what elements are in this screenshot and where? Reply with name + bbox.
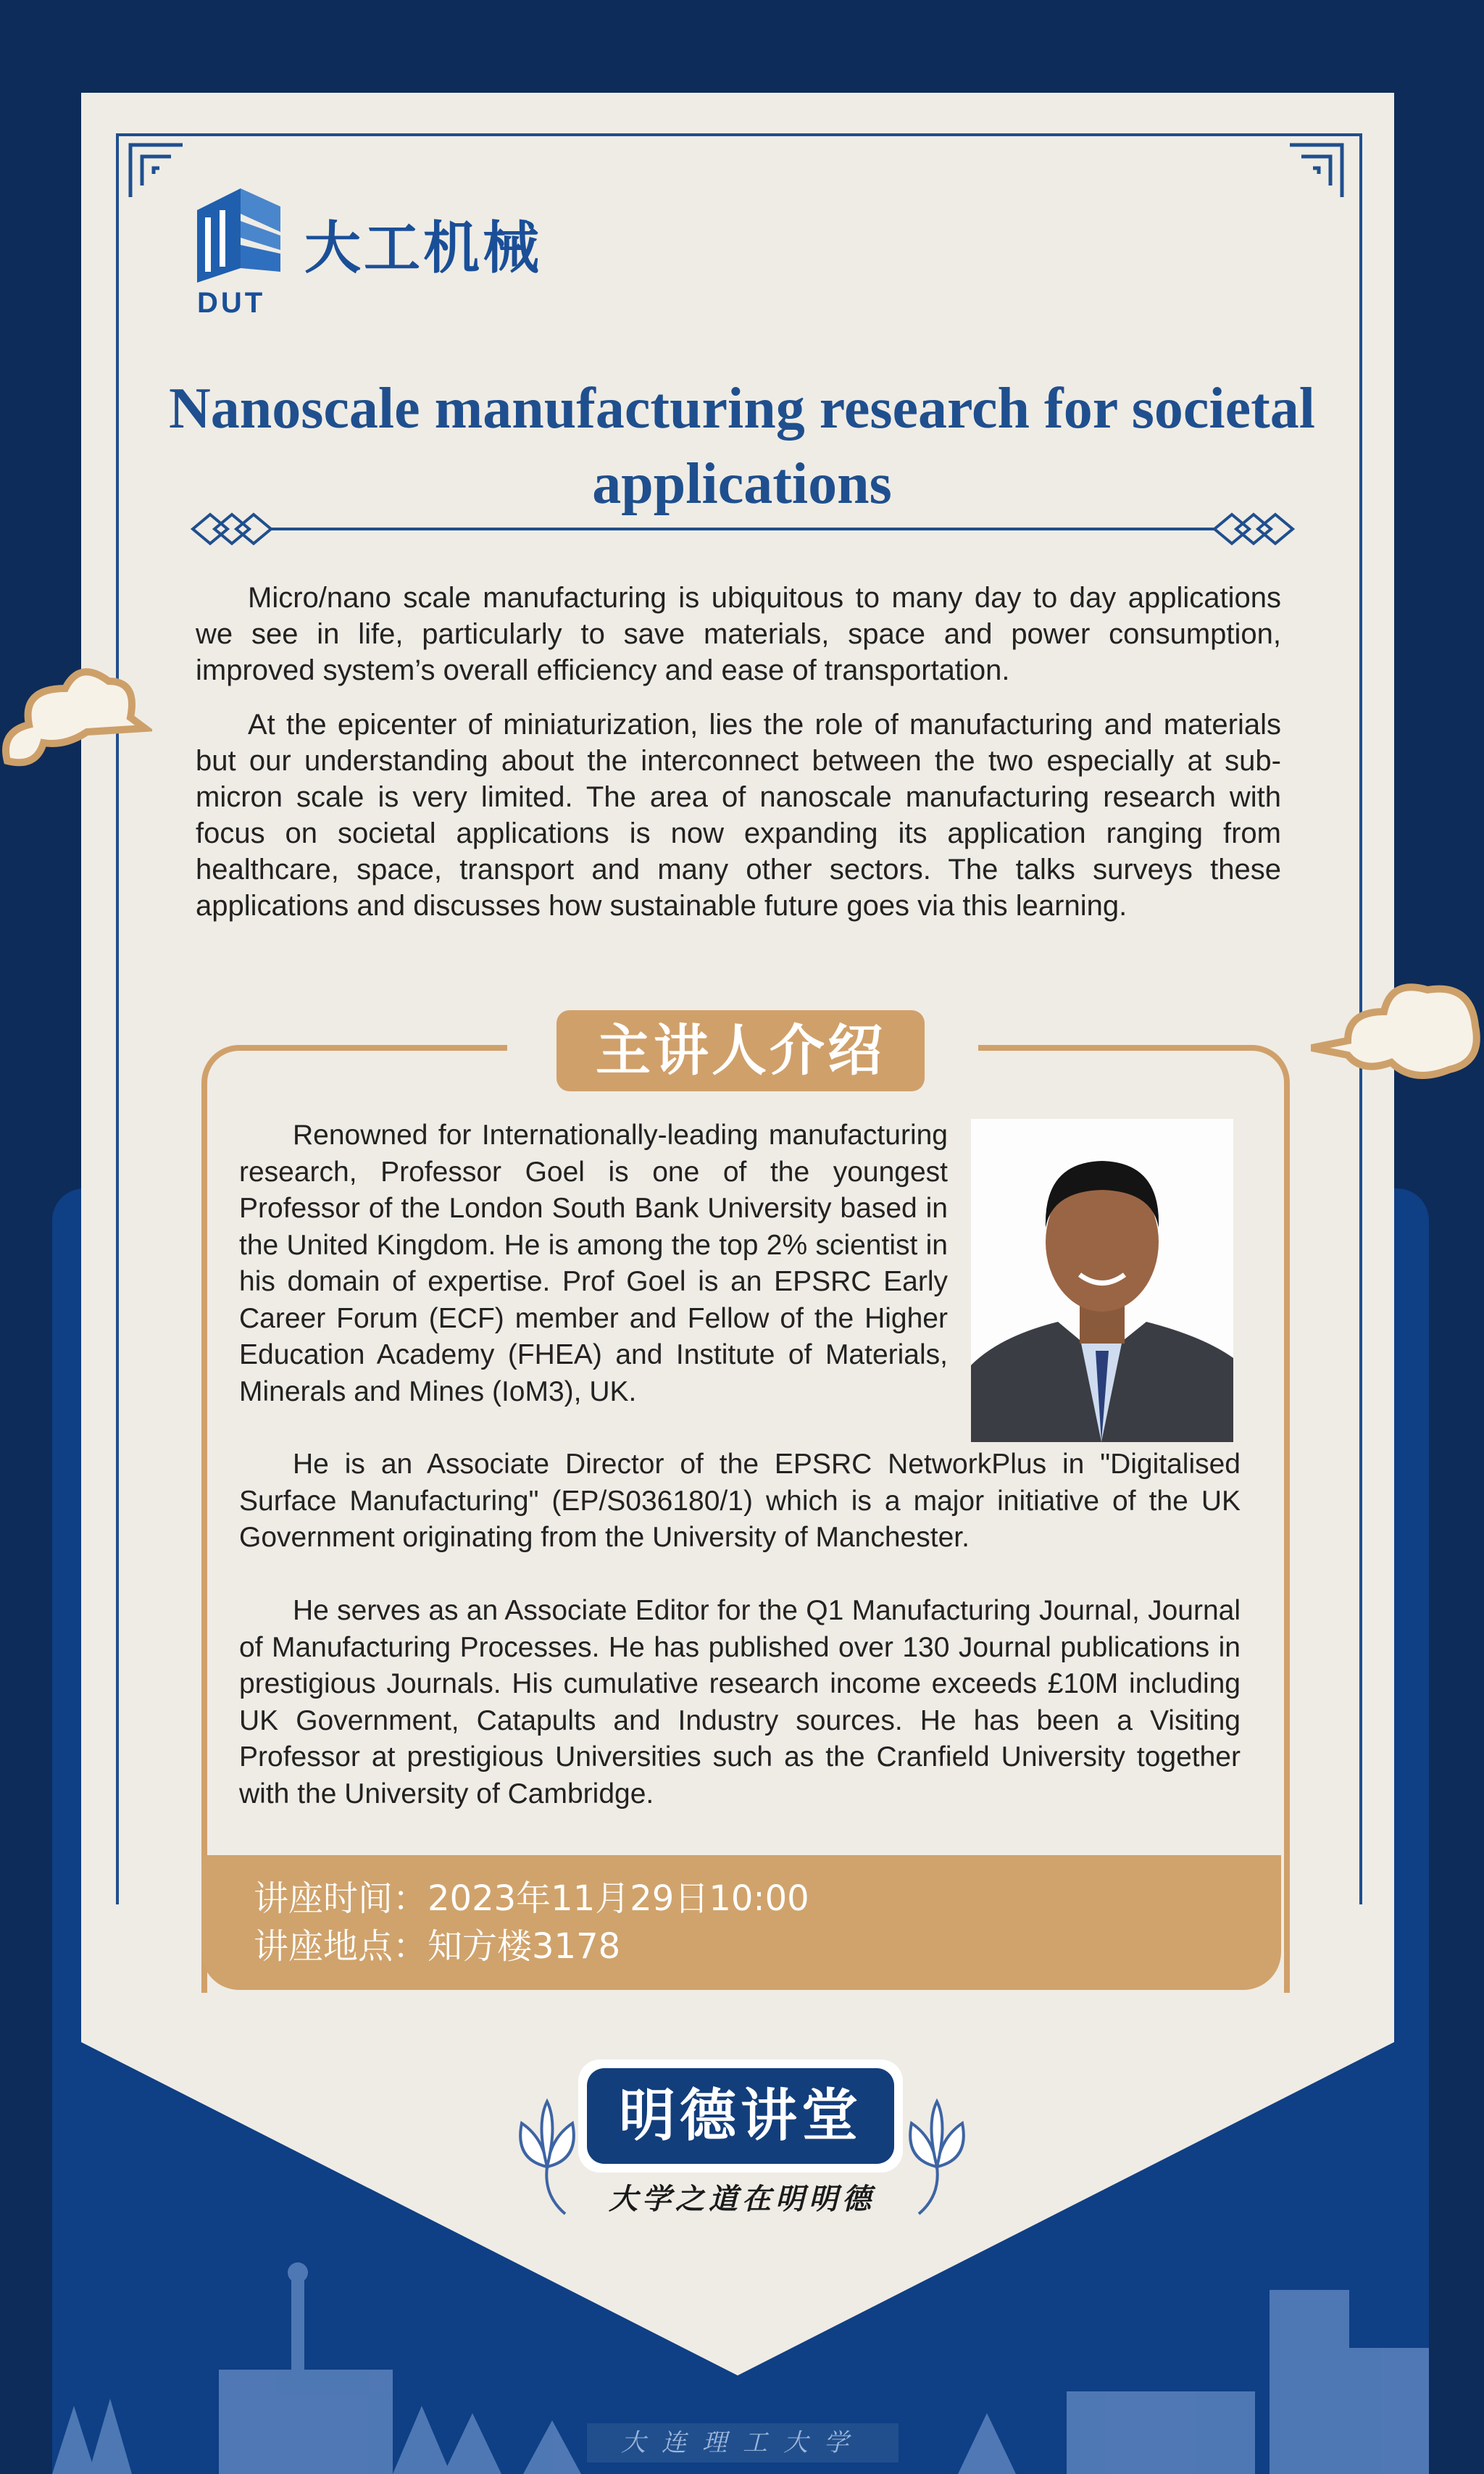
lecture-location: 讲座地点：知方楼3178 — [254, 1926, 621, 1967]
speaker-bio-paragraph-3: He serves as an Associate Editor for the Q1 Manufacturing Journal, Journal of Manufacturing Processes. He has published over 130 Journal publications in prestigious Journals. His cumulative research income exceeds £10M including UK Government, Catapults and Industry sources. He has been a Visiting Professor at prestigious Universities such as the Cranfield University together with the University of Cambridge. — [239, 1595, 1241, 1809]
logo-abbreviation: DUT — [197, 287, 266, 319]
cloud-left-icon — [0, 652, 152, 783]
corner-ornament-left — [128, 142, 186, 200]
title-divider — [188, 507, 1297, 551]
speaker-portrait — [971, 1119, 1233, 1442]
dut-logo-icon — [190, 181, 284, 290]
series-motto: 大学之道在明明德 — [609, 2182, 875, 2216]
abstract-paragraph-2: At the epicenter of miniaturization, lies the role of manufacturing and materials but our understanding about the interconnect between the two especially at sub-micron scale is very limited. The area of nanoscale manufacturing research with focus on societal applications is now expanding its application ranging from healthcare, space, transport and many other sectors. The talks surveys these applications and discusses how sustainable future goes via this learning. — [196, 709, 1281, 922]
speaker-bio-paragraph-1: Renowned for Internationally-leading manufacturing research, Professor Goel is one of the youngest Professor of the London South Bank University based in the United Kingdom. He is among the top 2% scientist in his domain of expertise. Prof Goel is an EPSRC Early Career Forum (ECF) member and Fellow of the Higher Education Academy (FHEA) and Institute of Materials, Minerals and Mines (IoM3), UK. — [239, 1120, 948, 1407]
lecture-info-box — [201, 1855, 1281, 1990]
speaker-bio-paragraph-2: He is an Associate Director of the EPSRC NetworkPlus in "Digitalised Surface Manufacturing" (EP/S036180/1) which is a major initiative of the UK Government originating from the University of Manchester. — [239, 1449, 1241, 1553]
cloud-right-icon — [1304, 968, 1484, 1099]
logo-name: 大工机械 — [304, 216, 543, 281]
series-name: 明德讲堂 — [587, 2068, 894, 2164]
abstract-paragraph-1: Micro/nano scale manufacturing is ubiquitous to many day to day applications we see in life, particularly to save materials, space and power consumption, improved system’s overall efficiency and ease of transportation. — [196, 582, 1281, 686]
speaker-section-title: 主讲人介绍 — [556, 1010, 925, 1091]
dut-logo — [190, 181, 567, 319]
corner-ornament-right — [1287, 142, 1345, 200]
university-script: 大连理工大学 — [587, 2423, 899, 2462]
lecture-title: Nanoscale manufacturing research for societal applications — [169, 377, 1315, 516]
lecture-time: 讲座时间：2023年11月29日10:00 — [254, 1878, 809, 1919]
speaker-photo — [971, 1119, 1233, 1442]
